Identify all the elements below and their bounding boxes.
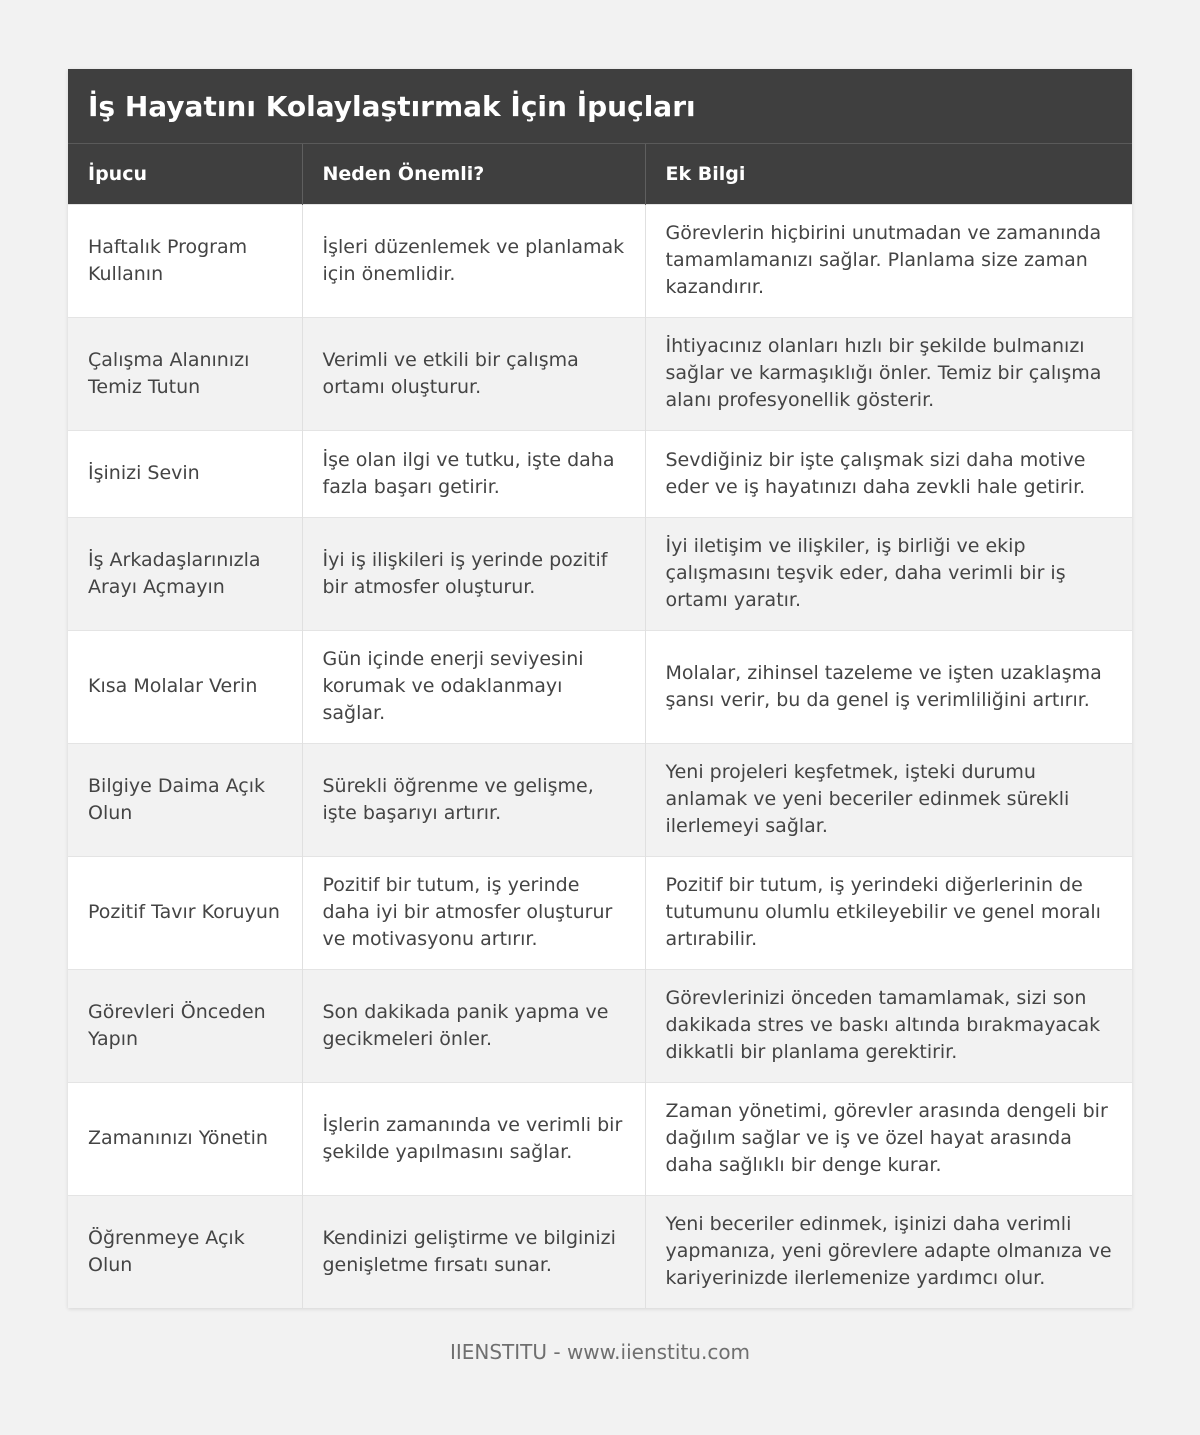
- table-row: [68, 630, 1132, 743]
- reason-cell: Son dakikada panik yapma ve gecikmeleri önler.: [302, 969, 645, 1082]
- table-row: [68, 743, 1132, 856]
- table-row: [68, 1195, 1132, 1308]
- tip-cell: İş Arkadaşlarınızla Arayı Açmayın: [68, 517, 302, 630]
- tip-cell: İşinizi Sevin: [68, 430, 302, 517]
- tip-cell: Kısa Molalar Verin: [68, 630, 302, 743]
- column-header-why: Neden Önemli?: [302, 144, 645, 204]
- reason-cell: İyi iş ilişkileri iş yerinde pozitif bir atmosfer oluşturur.: [302, 517, 645, 630]
- info-cell: İhtiyacınız olanları hızlı bir şekilde bulmanızı sağlar ve karmaşıklığı önler. Temiz bir çalışma alanı profesyonellik gösterir.: [645, 317, 1132, 430]
- reason-cell: Pozitif bir tutum, iş yerinde daha iyi bir atmosfer oluşturur ve motivasyonu artırır.: [302, 856, 645, 969]
- tip-cell: Bilgiye Daima Açık Olun: [68, 743, 302, 856]
- table-header-row: [68, 144, 1132, 204]
- reason-cell: Verimli ve etkili bir çalışma ortamı oluşturur.: [302, 317, 645, 430]
- table-row: [68, 430, 1132, 517]
- info-cell: Zaman yönetimi, görevler arasında dengeli bir dağılım sağlar ve iş ve özel hayat arasında daha sağlıklı bir denge kurar.: [645, 1082, 1132, 1195]
- table-row: [68, 204, 1132, 317]
- column-header-extra: Ek Bilgi: [645, 144, 1132, 204]
- info-cell: Görevlerinizi önceden tamamlamak, sizi son dakikada stres ve baskı altında bırakmayacak dikkatli bir planlama gerektirir.: [645, 969, 1132, 1082]
- tip-cell: Çalışma Alanınızı Temiz Tutun: [68, 317, 302, 430]
- tip-cell: Haftalık Program Kullanın: [68, 204, 302, 317]
- tip-cell: Zamanınızı Yönetin: [68, 1082, 302, 1195]
- info-cell: Molalar, zihinsel tazeleme ve işten uzaklaşma şansı verir, bu da genel iş verimliliğini artırır.: [645, 630, 1132, 743]
- tips-table: [68, 144, 1132, 1308]
- tip-cell: Görevleri Önceden Yapın: [68, 969, 302, 1082]
- reason-cell: Kendinizi geliştirme ve bilginizi genişletme fırsatı sunar.: [302, 1195, 645, 1308]
- reason-cell: Gün içinde enerji seviyesini korumak ve odaklanmayı sağlar.: [302, 630, 645, 743]
- tip-cell: Öğrenmeye Açık Olun: [68, 1195, 302, 1308]
- table-row: [68, 856, 1132, 969]
- footer-credit: IIENSTITU - www.iienstitu.com: [449, 1340, 751, 1364]
- reason-cell: Sürekli öğrenme ve gelişme, işte başarıyı artırır.: [302, 743, 645, 856]
- info-cell: Pozitif bir tutum, iş yerindeki diğerlerinin de tutumunu olumlu etkileyebilir ve genel moralı artırabilir.: [645, 856, 1132, 969]
- table-row: [68, 969, 1132, 1082]
- reason-cell: İşlerin zamanında ve verimli bir şekilde yapılmasını sağlar.: [302, 1082, 645, 1195]
- info-cell: Yeni projeleri keşfetmek, işteki durumu anlamak ve yeni beceriler edinmek sürekli ilerlemeyi sağlar.: [645, 743, 1132, 856]
- tips-card: [68, 69, 1132, 1308]
- reason-cell: İşe olan ilgi ve tutku, işte daha fazla başarı getirir.: [302, 430, 645, 517]
- info-cell: Sevdiğiniz bir işte çalışmak sizi daha motive eder ve iş hayatınızı daha zevkli hale getirir.: [645, 430, 1132, 517]
- table-row: [68, 517, 1132, 630]
- info-cell: Yeni beceriler edinmek, işinizi daha verimli yapmanıza, yeni görevlere adapte olmanıza ve kariyerinizde ilerlemenize yardımcı olur.: [645, 1195, 1132, 1308]
- column-header-tip: İpucu: [68, 144, 302, 204]
- table-row: [68, 317, 1132, 430]
- table-row: [68, 1082, 1132, 1195]
- reason-cell: İşleri düzenlemek ve planlamak için önemlidir.: [302, 204, 645, 317]
- table-title: İş Hayatını Kolaylaştırmak İçin İpuçları: [68, 69, 1132, 144]
- info-cell: İyi iletişim ve ilişkiler, iş birliği ve ekip çalışmasını teşvik eder, daha verimli bir iş ortamı yaratır.: [645, 517, 1132, 630]
- tip-cell: Pozitif Tavır Koruyun: [68, 856, 302, 969]
- info-cell: Görevlerin hiçbirini unutmadan ve zamanında tamamlamanızı sağlar. Planlama size zaman kazandırır.: [645, 204, 1132, 317]
